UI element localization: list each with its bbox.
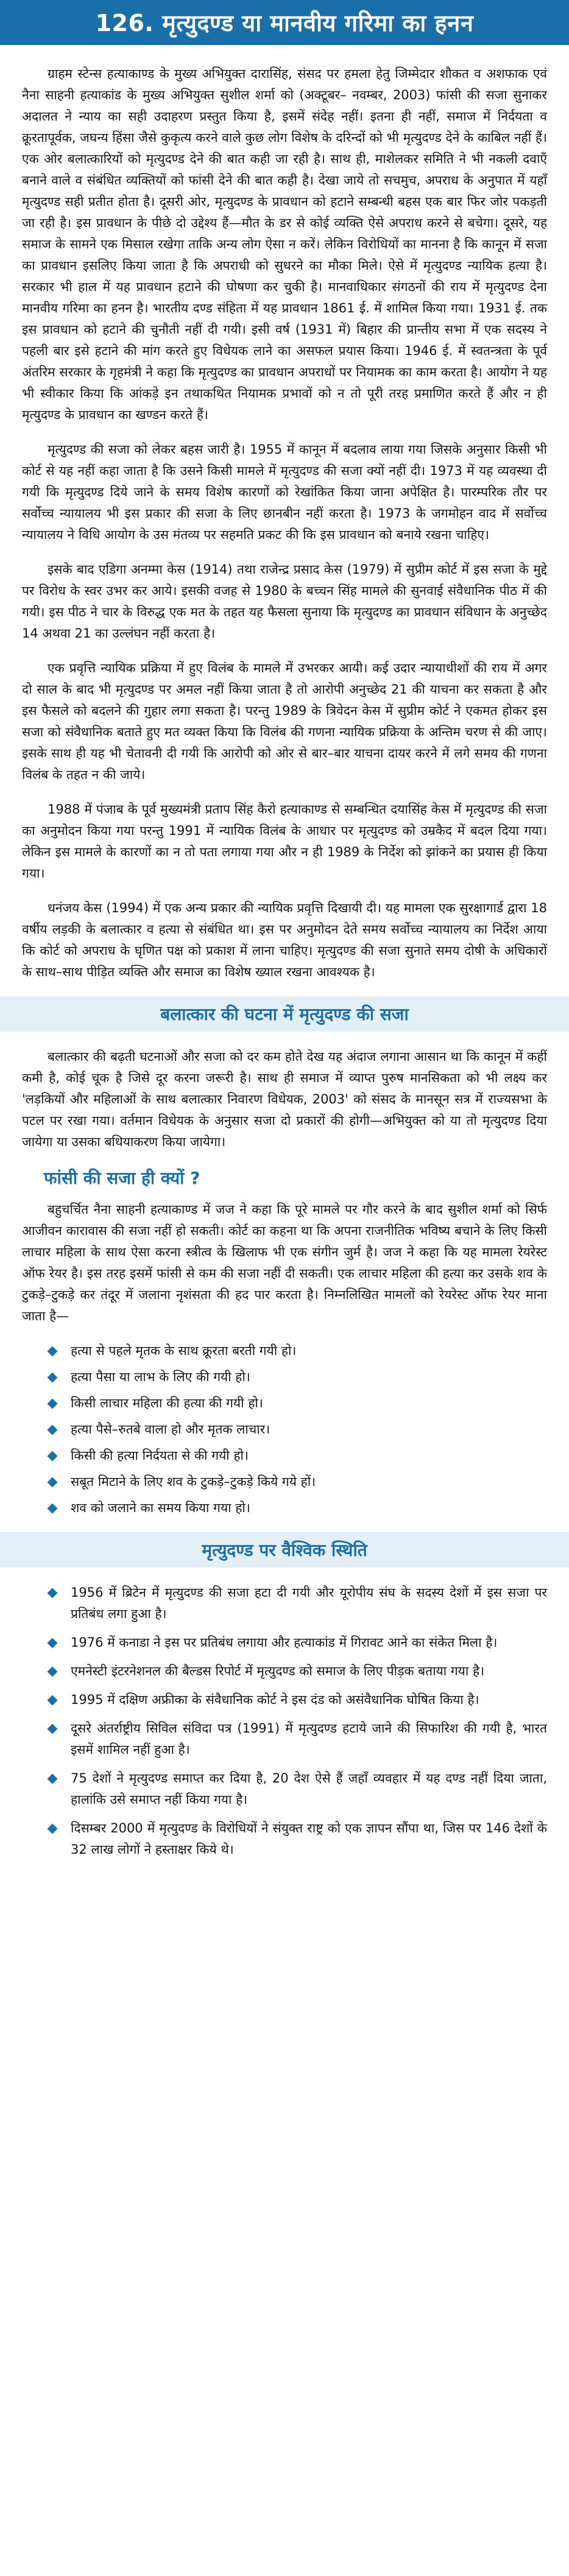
diamond-bullet-icon	[48, 1638, 58, 1649]
list-item	[44, 1497, 547, 1519]
list-item	[44, 1768, 547, 1811]
list-item-text: हत्या से पहले मृतक के साथ क्रूरता बरती गयी हो।	[71, 1343, 297, 1358]
list-item	[44, 1445, 547, 1466]
list-item-text: शव को जलाने का समय किया गया हो।	[71, 1501, 250, 1515]
paragraph-intro-2: मृत्युदण्ड की सजा को लेकर बहस जारी है। 1955 में कानून में बदलाव लाया गया जिसके अनुसार किसी भी कोर्ट से यह नहीं कहा जाता है कि उसने किसी मामले में मृत्युदण्ड की सजा क्यों नहीं दी। 1973 में यह व्यवस्था दी गयी कि मृत्युदण्ड दिये जाने के समय विशेष कारणों को रेखांकित किया जाना अपेक्षित है। पारम्परिक तौर पर सर्वोच्च न्यायालय भी इस प्रकार की सजा के लिए छानबीन नहीं करता है। 1973 के जगमोहन वाद में सर्वोच्च न्यायालय ने विधि आयोग के उस मंतव्य पर सहमति प्रकट की कि इस प्रावधान को बनाये रखना चाहिए।	[22, 442, 547, 542]
title-bar	[0, 0, 569, 45]
intro-section	[22, 45, 547, 983]
list-item	[44, 1367, 547, 1388]
paragraph-intro-5: 1988 में पंजाब के पूर्व मुख्यमंत्री प्रताप सिंह कैरो हत्याकाण्ड से सम्बन्धित दयासिंह केस में मृत्युदण्ड की सजा का अनुमोदन किया गया परन्तु 1991 में न्यायिक विलंब के आधार पर मृत्युदण्ड को उम्रकैद में बदल दिया गया। लेकिन इस मामले के कारणों का न तो पता लगाया गया और न ही 1989 के निर्देश को झांकने का प्रयास ही किया गया।	[22, 802, 547, 881]
heading-rape-section: बलात्कार की घटना में मृत्युदण्ड की सजा	[160, 1004, 409, 1024]
list-item	[44, 1582, 547, 1625]
section-band-global	[0, 1532, 569, 1568]
paragraph-intro-4: एक प्रवृत्ति न्यायिक प्रक्रिया में हुए विलंब के मामले में उभरकर आयी। कई उदार न्यायाधीशों की राय में अगर दो साल के बाद भी मृत्युदण्ड पर अमल नहीं किया जाता है तो आरोपी अनुच्छेद 21 की याचना कर सकता है और इस फैसले को बदलने की गुहार लगा सकता है। परन्तु 1989 के त्रिवेदन केस में सुप्रीम कोर्ट ने एकमत होकर इस सजा को संवैधानिक बताते हुए मत व्यक्त किया कि विलंब की गणना न्यायिक प्रक्रिया के अन्तिम चरण से की जाए। इसके साथ ही यह भी चेतावनी दी गयी कि आरोपी को ओर से बार–बार याचना दायर करने में लगे समय की गणना विलंब के तहत न की जाये।	[22, 661, 547, 782]
list-item	[44, 1632, 547, 1653]
paragraph-why: बहुचर्चित नैना साहनी हत्याकाण्ड में जज ने कहा कि पूरे मामले पर गौर करने के बाद सुशील शर्मा को सिर्फ आजीवन कारावास की सजा नहीं हो सकती। कोर्ट का कहना था कि अपना राजनीतिक भविष्य बचाने के लिए किसी लाचार महिला के साथ ऐसा करना स्त्रीत्व के खिलाफ भी एक संगीन जुर्म है। जज ने कहा कि यह मामला रेयरेस्ट ऑफ रेयर है। इस तरह इसमें फांसी से कम की सजा नहीं दी सकती। एक लाचार महिला की हत्या कर उसके शव के टुकड़े–टुकड़े कर तंदूर में जलाना नृशंसता की हद पार करता है। निम्नलिखित मामलों को रेयरेस्ट ऑफ रेयर माना जाता है—	[22, 1202, 547, 1323]
list-item-text: सबूत मिटाने के लिए शव के टुकड़े–टुकड़े किये गये हों।	[71, 1474, 316, 1489]
diamond-bullet-icon	[48, 1588, 58, 1599]
list-item-text: एमनेस्टी इंटरनेशनल की बैल्डस रिपोर्ट में मृत्युदण्ड को समाज के लिए पीड़क बताया गया है।	[71, 1664, 485, 1678]
diamond-bullet-icon	[48, 1504, 58, 1514]
list-item	[44, 1689, 547, 1711]
list-item-text: दूसरे अंतर्राष्ट्रीय सिविल संविदा पत्र (1991) में मृत्युदण्ड हटाये जाने की सिफारिश की गयी है, भारत इसमें शामिल नहीं हुआ है।	[71, 1721, 547, 1757]
diamond-bullet-icon	[48, 1451, 58, 1462]
list-item	[44, 1471, 547, 1493]
heading-global-section: मृत्युदण्ड पर वैश्विक स्थिति	[202, 1540, 367, 1560]
diamond-bullet-icon	[48, 1724, 58, 1734]
list-item	[44, 1818, 547, 1860]
global-status-list	[22, 1582, 547, 1860]
section-band-rape	[0, 996, 569, 1032]
paragraph-intro-1: ग्राहम स्टेन्स हत्याकाण्ड के मुख्य अभियुक्त दारासिंह, संसद पर हमला हेतु जिम्मेदार शौकत व अशफाक एवं नैना साहनी हत्याकांड के मुख्य अभियुक्त सुशील शर्मा को (अक्टूबर– नवम्बर, 2003) फांसी की सजा सुनाकर अदालत ने न्याय का सही उदाहरण प्रस्तुत किया है, इसमें संदेह नहीं। इतना ही नहीं, समाज में निर्दयता व क्रूरतापूर्वक, जघन्य हिंसा जैसे कुकृत्य करने वाले कुछ लोग विशेष के दरिन्दों को भी मृत्युदण्ड देने के काबिल नहीं हैं। एक ओर बलात्कारियों को मृत्युदण्ड देने की बात कही जा रही है। साथ ही, माशेलकर समिति ने भी नकली दवाएँ बनाने वाले व संबंधित व्यक्तियों को फांसी देने की बात कही है। देखा जाये तो सचमुच, अपराध के अनुपात में यहाँ मृत्युदण्ड सही प्रतीत होता है। दूसरी ओर, मृत्युदण्ड के प्रावधान को हटाने सम्बन्धी बहस एक बार फिर जोर पकड़ती जा रही है। इस प्रावधान के पीछे दो उद्देश्य हैं—मौत के डर से कोई व्यक्ति ऐसे अपराध करने से बचेगा। दूसरे, यह समाज के सामने एक मिसाल रखेगा ताकि अन्य लोग ऐसा न करें। लेकिन विरोधियों का मानना है कि कानून में सजा का प्रावधान इसलिए किया जाता है कि अपराधी को सुधरने का मौका मिले। ऐसे में मृत्युदण्ड न्यायिक हत्या है। सरकार भी हाल में यह प्रावधान हटाने की घोषणा कर चुकी है। मानवाधिकार संगठनों की राय में मृत्युदण्ड देना मानवीय गरिमा का हनन है। भारतीय दण्ड संहिता में यह प्रावधान 1861 ई. में शामिल किया गया। 1931 ई. तक इस प्रावधान को हटाने की चुनौती नहीं दी गयी। इसी वर्ष (1931 में) बिहार की प्रान्तीय सभा में एक सदस्य ने पहली बार इसे हटाने की मांग करते हुए विधेयक लाने का असफल प्रयास किया। 1946 ई. में स्वतन्त्रता के पूर्व अंतरिम सरकार के गृहमंत्री ने कहा कि मृत्युदण्ड का प्रावधान अपराधों पर नियामक का काम करता है। आयोग ने यह भी स्वीकार किया कि आंकड़े इन तथाकथित नियामक प्रभावों को न तो पूरी तरह प्रमाणित करते हैं और न ही मृत्युदण्ड के प्रावधान का खण्डन करते हैं।	[22, 66, 547, 422]
paragraph-intro-3: इसके बाद एडिगा अनम्मा केस (1914) तथा राजेन्द्र प्रसाद केस (1979) में सुप्रीम कोर्ट में इस सजा के मुद्दे पर विरोध के स्वर उभर कर आये। इसकी वजह से 1980 के बच्चन सिंह मामले की सुनवाई संवैधानिक पीठ में की गयी। इस पीठ ने चार के विरुद्ध एक मत के तहत यह फैसला सुनाया कि मृत्युदण्ड का प्रावधान संविधान के अनुच्छेद 14 अथवा 21 का उल्लंघन नहीं करता है।	[22, 562, 547, 641]
list-item	[44, 1718, 547, 1761]
page-title: 126. मृत्युदण्ड या मानवीय गरिमा का हनन	[95, 10, 474, 37]
heading-why-section: फांसी की सजा ही क्यों ?	[44, 1168, 200, 1188]
list-item-text: 75 देशों ने मृत्युदण्ड समाप्त कर दिया है, 20 देश ऐसे हैं जहाँ व्यवहार में यह दण्ड नहीं दिया जाता, हालांकि उसे समाप्त नहीं किया गया है।	[71, 1771, 547, 1807]
diamond-bullet-icon	[48, 1477, 58, 1488]
diamond-bullet-icon	[48, 1425, 58, 1435]
list-item-text: किसी की हत्या निर्दयता से की गयी हो।	[71, 1448, 249, 1463]
list-item-text: हत्या पैसे–रुतबे वाला हो और मृतक लाचार।	[71, 1422, 270, 1437]
diamond-bullet-icon	[48, 1695, 58, 1706]
diamond-bullet-icon	[48, 1774, 58, 1784]
paragraph-intro-6: धनंजय केस (1994) में एक अन्य प्रकार की न्यायिक प्रवृत्ति दिखायी दी। यह मामला एक सुरक्षागार्ड द्वारा 18 वर्षीय लड़की के बलात्कार व हत्या से संबंधित था। इस पर अनुमोदन देते समय सर्वोच्च न्यायालय का निर्देश आया कि कोर्ट को अपराध के घृणित पक्ष को प्रकाश में लाना चाहिए। मृत्युदण्ड की सजा सुनाते समय दोषी के अधिकारों के साथ–साथ पीड़ित व्यक्ति और समाज का विशेष ख्याल रखना आवश्यक है।	[22, 901, 547, 979]
list-item	[44, 1340, 547, 1362]
list-item-text: 1995 में दक्षिण अफ्रीका के संवैधानिक कोर्ट ने इस दंड को असंवैधानिक घोषित किया है।	[71, 1692, 479, 1707]
list-item	[44, 1419, 547, 1440]
list-item-text: हत्या पैसा या लाभ के लिए की गयी हो।	[71, 1370, 250, 1384]
diamond-bullet-icon	[48, 1824, 58, 1834]
list-item-text: 1976 में कनाडा ने इस पर प्रतिबंध लगाया और हत्याकांड में गिरावट आने का संकेत मिला है।	[71, 1635, 498, 1650]
rarest-cases-list	[22, 1340, 547, 1519]
diamond-bullet-icon	[48, 1373, 58, 1383]
diamond-bullet-icon	[48, 1346, 58, 1357]
list-item-text: किसी लाचार महिला की हत्या की गयी हो।	[71, 1396, 263, 1410]
paragraph-rape: बलात्कार की बढ़ती घटनाओं और सजा को दर कम होते देख यह अंदाज लगाना आसान था कि कानून में कहीं कमी है, कोई चूक है जिसे दूर करना जरूरी है। साथ ही समाज में व्याप्त पुरुष मानसिकता को भी लक्ष्य कर 'लड़कियों और महिलाओं के साथ बलात्कार निवारण विधेयक, 2003' को संसद के मानसून सत्र में राज्यसभा के पटल पर रखा गया। वर्तमान विधेयक के अनुसार सजा दो प्रकारों की होगी—अभियुक्त को या तो मृत्युदण्ड दिया जायेगा या उसका बधियाकरण किया जायेगा।	[22, 1049, 547, 1149]
list-item	[44, 1661, 547, 1682]
diamond-bullet-icon	[48, 1399, 58, 1409]
list-item-text: 1956 में ब्रिटेन में मृत्युदण्ड की सजा हटा दी गयी और यूरोपीय संघ के सदस्य देशों में इस सजा पर प्रतिबंध लगा हुआ है।	[71, 1585, 547, 1621]
list-item-text: दिसम्बर 2000 में मृत्युदण्ड के विरोधियों ने संयुक्त राष्ट्र को एक ज्ञापन सौंपा था, जिस पर 146 देशों के 32 लाख लोगों ने हस्ताक्षर किये थे।	[71, 1821, 547, 1857]
list-item	[44, 1393, 547, 1414]
diamond-bullet-icon	[48, 1667, 58, 1677]
